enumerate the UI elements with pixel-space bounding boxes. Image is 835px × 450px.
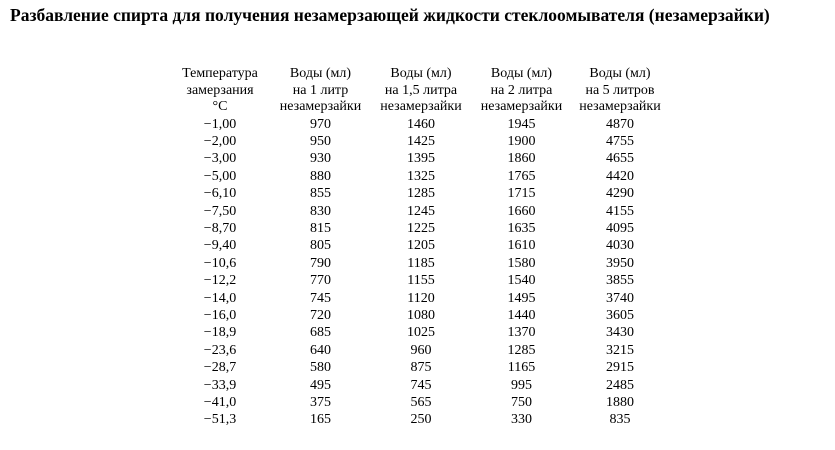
header-water-5l [572,66,668,116]
cell-water-1-5l: 1325 [407,168,435,184]
cell-water-2l: 1635 [507,220,536,236]
table-row [170,359,668,376]
cell-water-1-5l: 1080 [407,307,435,323]
cell-water-1-5l: 1025 [407,325,435,341]
table-row [170,116,668,133]
header-line: Температура [182,66,258,81]
cell-water-1l: 720 [310,307,331,323]
header-temperature [170,66,270,116]
table-row [170,220,668,237]
cell-water-1l: 970 [310,116,331,132]
cell-temperature: −6,10 [203,186,237,202]
cell-temperature: −10,6 [203,255,237,271]
cell-water-1-5l: 1460 [407,116,435,132]
cell-water-2l: 330 [511,412,532,428]
table-row [170,168,668,185]
cell-water-5l: 2485 [606,377,634,393]
table-header-row [170,66,668,116]
cell-water-2l: 1900 [507,133,536,149]
header-line: на 1 литр [292,82,349,98]
cell-temperature: −12,2 [203,273,237,289]
header-line: замерзания [186,82,254,98]
cell-water-1l: 580 [310,360,331,376]
cell-water-1-5l: 250 [410,412,432,428]
cell-water-1l: 790 [310,255,331,271]
cell-water-1-5l: 960 [410,342,432,358]
cell-water-5l: 4655 [606,151,634,167]
header-water-1-5l [371,66,471,116]
cell-temperature: −7,50 [203,203,237,219]
cell-temperature: −8,70 [203,220,237,236]
page-title: Разбавление спирта для получения незамерзающей жидкости стеклоомывателя (незамерзайки) [10,5,770,25]
cell-water-1l: 745 [310,290,331,306]
cell-water-1-5l: 565 [410,395,432,410]
cell-water-5l: 3215 [606,342,634,358]
cell-temperature: −1,00 [203,116,237,132]
cell-water-5l: 835 [609,412,631,428]
cell-water-2l: 1715 [507,186,536,202]
table-row [170,290,668,307]
table-row [170,342,668,359]
cell-water-5l: 4420 [606,168,634,184]
table-row [170,203,668,220]
header-line: незамерзайки [279,99,362,114]
table-row [170,411,668,428]
cell-temperature: −33,9 [203,377,237,393]
header-line: на 5 литров [585,82,655,98]
cell-water-1l: 165 [310,412,331,428]
header-line: Воды (мл) [589,66,651,81]
cell-water-2l: 1610 [507,238,536,254]
cell-temperature: −28,7 [203,360,237,376]
cell-water-2l: 1540 [507,273,536,289]
cell-water-2l: 750 [511,395,532,410]
cell-water-5l: 4290 [606,186,634,202]
cell-water-2l: 1495 [507,290,536,306]
table-row [170,255,668,272]
header-water-1l [270,66,371,116]
cell-water-1l: 930 [310,151,331,167]
cell-water-5l: 3605 [606,307,634,323]
cell-temperature: −23,6 [203,342,237,358]
cell-water-1-5l: 1225 [407,220,435,236]
cell-water-5l: 3740 [606,290,634,306]
cell-temperature: −41,0 [203,395,237,410]
cell-temperature: −9,40 [203,238,237,254]
cell-water-5l: 3950 [606,255,634,271]
cell-water-2l: 1440 [507,307,536,323]
cell-water-1-5l: 1155 [407,273,435,289]
dilution-table [170,66,668,429]
cell-water-2l: 995 [511,377,532,393]
cell-water-2l: 1370 [507,325,536,341]
cell-water-2l: 1165 [507,360,536,376]
cell-temperature: −51,3 [203,412,237,428]
cell-water-1-5l: 745 [410,377,432,393]
cell-temperature: −5,00 [203,168,237,184]
cell-water-1-5l: 1245 [407,203,435,219]
cell-water-1l: 950 [310,133,331,149]
cell-water-1-5l: 875 [410,360,432,376]
cell-water-1l: 805 [310,238,331,254]
cell-water-5l: 4030 [606,238,634,254]
header-line: незамерзайки [380,99,462,114]
table-row [170,133,668,150]
cell-temperature: −3,00 [203,151,237,167]
cell-temperature: −16,0 [203,307,237,323]
cell-water-1l: 830 [310,203,331,219]
cell-water-5l: 4095 [606,220,634,236]
cell-water-5l: 3855 [606,273,634,289]
header-line: незамерзайки [480,99,563,114]
cell-water-2l: 1660 [507,203,536,219]
header-line: °C [212,99,228,114]
table-row [170,307,668,324]
cell-water-1l: 375 [310,395,331,410]
cell-water-5l: 4870 [606,116,634,132]
cell-water-1-5l: 1185 [407,255,435,271]
cell-temperature: −2,00 [203,133,237,149]
cell-water-1l: 815 [310,220,331,236]
cell-water-1l: 770 [310,273,331,289]
table-row [170,272,668,289]
cell-water-1l: 640 [310,342,331,358]
cell-water-1-5l: 1120 [407,290,435,306]
header-water-2l [471,66,572,116]
cell-water-1-5l: 1425 [407,133,435,149]
cell-temperature: −18,9 [203,325,237,341]
cell-water-1l: 880 [310,168,331,184]
header-line: на 2 литра [490,82,553,98]
cell-water-1l: 495 [310,377,331,393]
header-line: на 1,5 литра [384,82,458,98]
cell-water-2l: 1285 [507,342,536,358]
header-line: незамерзайки [579,99,661,114]
cell-temperature: −14,0 [203,290,237,306]
cell-water-5l: 1880 [606,395,634,410]
header-line: Воды (мл) [289,66,352,81]
cell-water-2l: 1765 [507,168,536,184]
table-row [170,324,668,341]
table-row [170,394,668,411]
cell-water-1-5l: 1205 [407,238,435,254]
table-row [170,237,668,254]
header-line: Воды (мл) [490,66,553,81]
cell-water-1l: 855 [310,186,331,202]
header-line: Воды (мл) [390,66,452,81]
cell-water-5l: 4155 [606,203,634,219]
table-row [170,150,668,167]
table-row [170,185,668,202]
cell-water-5l: 4755 [606,133,634,149]
table-body [170,116,668,429]
cell-water-1-5l: 1395 [407,151,435,167]
cell-water-2l: 1860 [507,151,536,167]
cell-water-5l: 3430 [606,325,634,341]
cell-water-1-5l: 1285 [407,186,435,202]
table-row [170,377,668,394]
cell-water-1l: 685 [310,325,331,341]
cell-water-2l: 1945 [507,116,536,132]
cell-water-5l: 2915 [606,360,634,376]
cell-water-2l: 1580 [507,255,536,271]
